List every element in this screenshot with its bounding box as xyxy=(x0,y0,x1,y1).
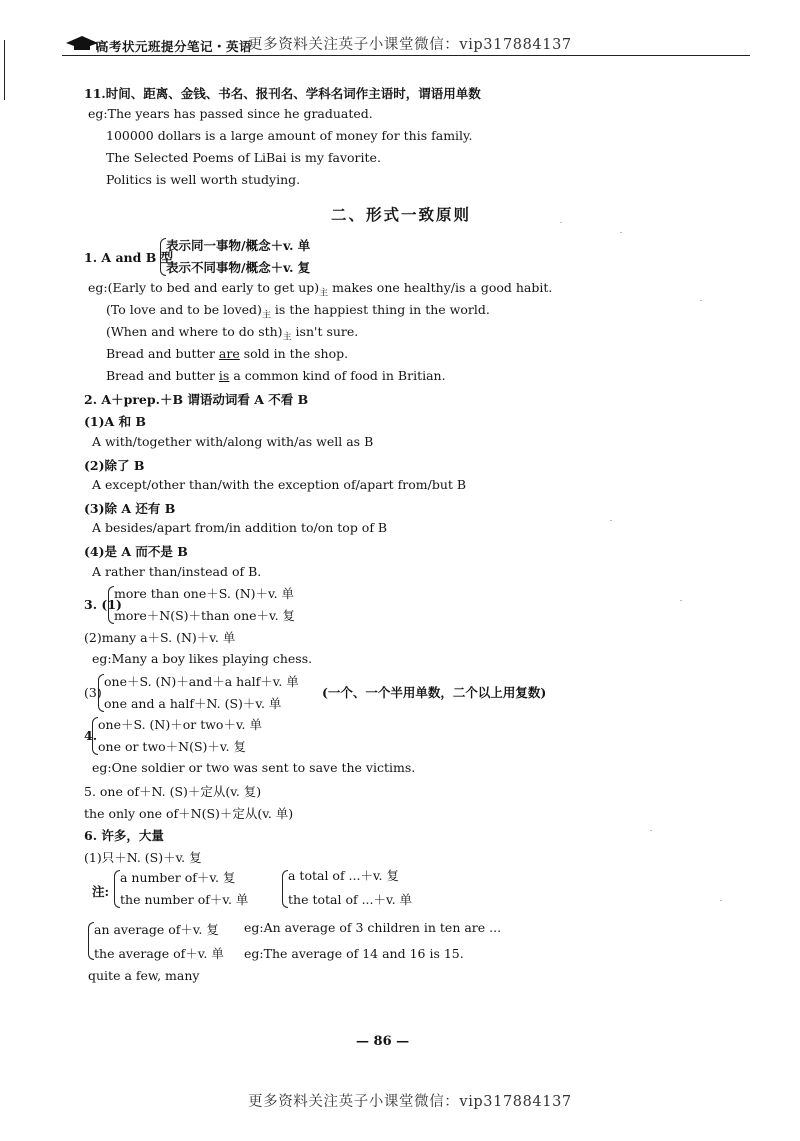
rule3-line-1: more than one＋S. (N)＋v. 单 xyxy=(114,586,295,601)
book-title: 高考状元班提分笔记・英语 xyxy=(96,39,253,54)
rule2-item-2-label: (2)除了 B xyxy=(84,458,145,473)
rule3-sub3-line-2: one and a half＋N. (S)＋v. 单 xyxy=(104,696,282,711)
rule4-line-2: one or two＋N(S)＋v. 复 xyxy=(98,739,246,754)
rule1-example-2: (To love and to be $loved)_主$ is the happiest thing in the world. xyxy=(106,302,490,321)
footer-watermark: 更多资料关注英子小课堂微信：vip317884137 xyxy=(248,1094,572,1110)
rule1-option-different: 表示不同事物/概念＋v. 复 xyxy=(166,260,311,275)
rule6-average-2: the average of＋v. 单 xyxy=(94,946,224,961)
rule11-example-4: Politics is well worth studying. xyxy=(106,172,301,187)
rule1-example-1: eg:(Early to bed and early to get $up)_主$ makes one healthy/is a good habit. xyxy=(88,280,553,299)
rule1-label: 1. A and B 型 xyxy=(84,250,174,265)
rule2-item-4-label: (4)是 A 而不是 B xyxy=(84,544,188,559)
rule6-average-1-example: eg:An average of 3 children in ten are ... xyxy=(244,920,502,935)
page-number: — 86 — xyxy=(356,1034,410,1049)
rule1-option-same: 表示同一事物/概念＋v. 单 xyxy=(166,238,311,253)
rule6-note-label: 注: xyxy=(92,884,110,899)
rule6-note-left-2: the number of＋v. 单 xyxy=(120,892,249,907)
header-rule xyxy=(62,55,750,56)
rule1-example-3: (When and where to do $sth)_主$ isn't sure. xyxy=(106,324,359,343)
rule2-heading: 2. A＋prep.＋B 谓语动词看 A 不看 B xyxy=(84,392,309,407)
scan-noise xyxy=(620,232,622,233)
rule4-line-1: one＋S. (N)＋or two＋v. 单 xyxy=(98,717,262,732)
rule3-line-2: more＋N(S)＋than one＋v. 复 xyxy=(114,608,296,623)
scan-noise xyxy=(560,222,562,223)
rule11-example-3: The Selected Poems of LiBai is my favorite. xyxy=(106,150,381,165)
rule3-sub3-note: (一个、一个半用单数，二个以上用复数) xyxy=(322,685,547,700)
rule3-label: 3. (1) xyxy=(84,597,122,612)
scan-noise xyxy=(610,520,612,521)
rule1-example-5: Bread and butter is a common kind of food in Britian. xyxy=(106,368,446,383)
mortarboard-icon xyxy=(64,34,100,56)
rule6-last-line: quite a few, many xyxy=(88,968,200,983)
rule11-heading: 11.时间、距离、金钱、书名、报刊名、学科名词作主语时，谓语用单数 xyxy=(84,86,481,101)
rule2-item-4-text: A rather than/instead of B. xyxy=(92,564,262,579)
rule6-average-1: an average of＋v. 复 xyxy=(94,922,219,937)
rule2-item-3-label: (3)除 A 还有 B xyxy=(84,501,176,516)
rule2-item-3-text: A besides/apart from/in addition to/on top of B xyxy=(92,520,388,535)
rule2-item-2-text: A except/other than/with the exception of/apart from/but B xyxy=(92,477,467,492)
rule3-sub2: (2)many a＋S. (N)＋v. 单 xyxy=(84,630,236,645)
left-edge-mark xyxy=(4,40,5,100)
rule2-item-1-text: A with/together with/along with/as well as B xyxy=(92,434,374,449)
rule4-example: eg:One soldier or two was sent to save the victims. xyxy=(92,760,416,775)
rule3-sub3-label: (3) xyxy=(84,685,102,700)
rule1-example-4: Bread and butter are sold in the shop. xyxy=(106,346,349,361)
rule5-line-2: the only one of＋N(S)＋定从(v. 单) xyxy=(84,806,294,821)
rule6-note-right-1: a total of ...＋v. 复 xyxy=(288,868,399,883)
rule3-sub3-line-1: one＋S. (N)＋and＋a half＋v. 单 xyxy=(104,674,299,689)
rule11-example-2: 100000 dollars is a large amount of money for this family. xyxy=(106,128,473,143)
rule2-item-1-label: (1)A 和 B xyxy=(84,414,146,429)
rule11-example-1: eg:The years has passed since he graduated. xyxy=(88,106,373,121)
scan-noise xyxy=(680,600,682,601)
rule6-sub1: (1)只＋N. (S)＋v. 复 xyxy=(84,850,202,865)
scan-noise xyxy=(650,830,652,831)
rule5-line-1: 5. one of＋N. (S)＋定从(v. 复) xyxy=(84,784,262,799)
scan-noise xyxy=(720,900,722,901)
rule3-sub2-example: eg:Many a boy likes playing chess. xyxy=(92,651,313,666)
rule6-note-right-2: the total of ...＋v. 单 xyxy=(288,892,413,907)
rule6-average-2-example: eg:The average of 14 and 16 is 15. xyxy=(244,946,464,961)
scan-noise xyxy=(700,300,702,301)
header-watermark: 更多资料关注英子小课堂微信：vip317884137 xyxy=(248,37,572,53)
rule6-heading: 6. 许多，大量 xyxy=(84,828,164,843)
section-title: 二、形式一致原则 xyxy=(331,205,472,224)
rule4-label: 4. xyxy=(84,728,98,743)
rule6-note-left-1: a number of＋v. 复 xyxy=(120,870,236,885)
